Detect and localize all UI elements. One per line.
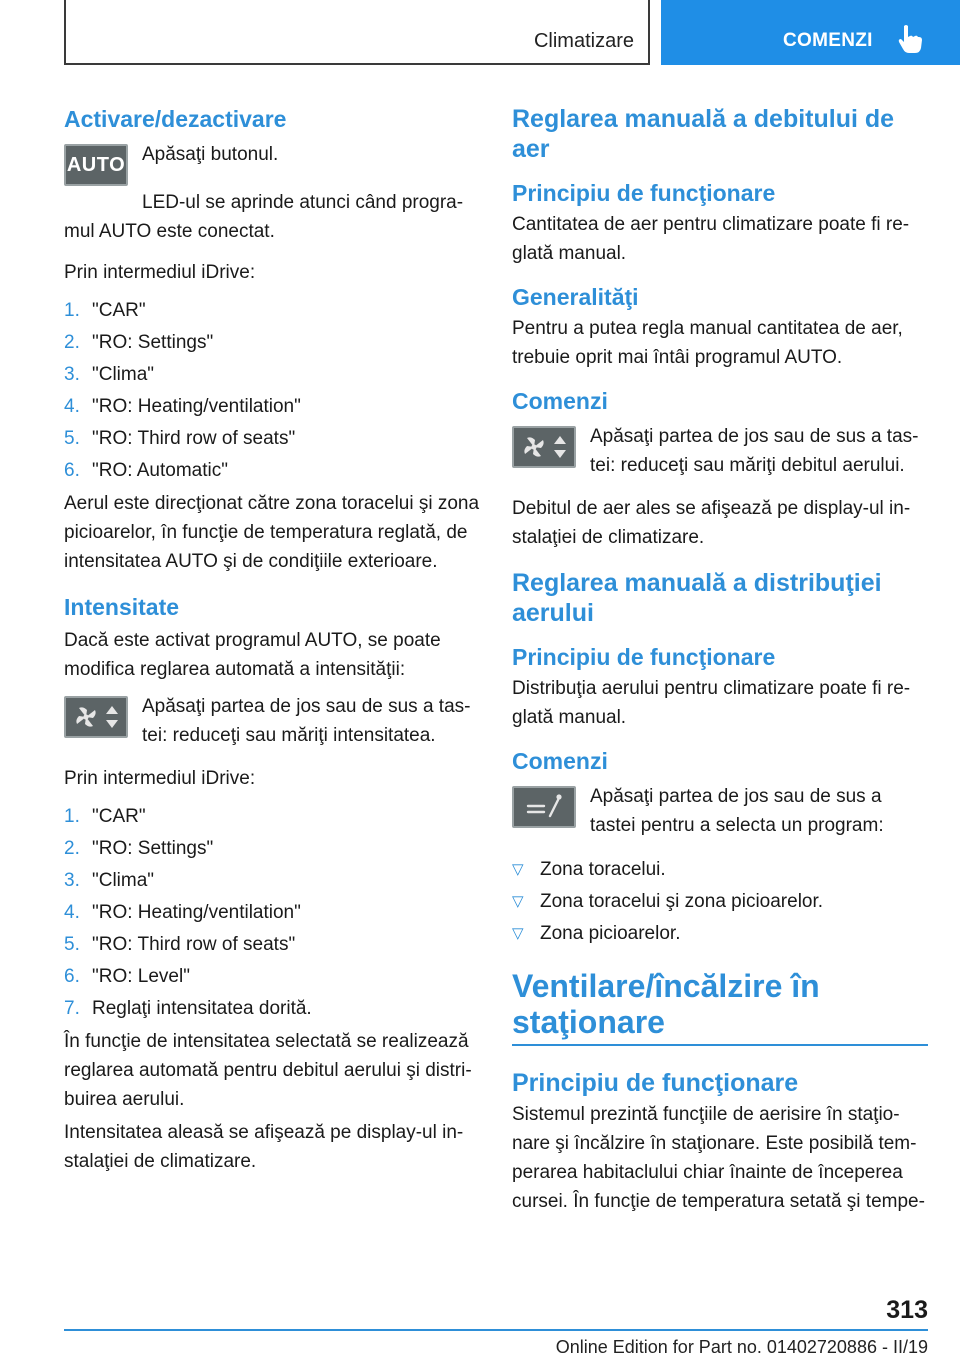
program-item <box>512 886 928 918</box>
triangle-bullet-icon: ▽ <box>512 893 524 910</box>
step-text: "RO: Third row of seats" <box>92 934 296 955</box>
step-item <box>64 391 480 423</box>
step-item <box>64 897 480 929</box>
step-number: 3. <box>64 870 80 891</box>
program-text: Zona toracelui şi zona picioarelor. <box>540 891 824 912</box>
step-item <box>64 833 480 865</box>
via-idrive-1: Prin intermediul iDrive: <box>64 262 256 283</box>
program-item <box>512 918 928 950</box>
distribution-glyph-icon <box>514 788 574 826</box>
heading-principle-1: Principiu de funcţionare <box>512 180 776 206</box>
step-item <box>64 295 480 327</box>
rocker-text-1: Apăsaţi partea de jos sau de sus a tas‐tei: reduceţi sau măriţi intensitatea. <box>142 696 471 746</box>
step-number: 2. <box>64 838 80 859</box>
step-item <box>64 359 480 391</box>
step-text: "CAR" <box>92 806 146 827</box>
heading-principle-3: Principiu de funcţionare <box>512 1069 799 1097</box>
step-text: "CAR" <box>92 300 146 321</box>
air-direction-text: Aerul este direcţionat către zona toracelui şi zona picioarelor, în funcţie de temperatura reglată, de intensitatea AUTO şi de condiţiile exterioare. <box>64 493 480 572</box>
fan-rocker-icon <box>64 696 128 738</box>
heading-controls-1: Comenzi <box>512 388 608 414</box>
footer-rule <box>64 1329 928 1331</box>
general-text: Pentru a putea regla manual cantitatea de aer, trebuie oprit mai întâi programul AUTO. <box>512 318 903 368</box>
hand-pointer-icon <box>897 24 923 54</box>
step-item <box>64 801 480 833</box>
triangle-bullet-icon: ▽ <box>512 861 524 878</box>
step-text: "Clima" <box>92 870 155 891</box>
step-number: 4. <box>64 396 80 417</box>
air-distribution-icon <box>512 786 576 828</box>
fan-glyph-icon-2 <box>514 428 574 466</box>
step-number: 5. <box>64 428 80 449</box>
step-number: 3. <box>64 364 80 385</box>
program-text: Zona picioarelor. <box>540 923 681 944</box>
step-number: 1. <box>64 300 80 321</box>
step-text: "RO: Settings" <box>92 332 214 353</box>
heading-manual-distribution: Reglarea manuală a distribuţiei aerului <box>512 569 882 627</box>
press-button-text: Apăsaţi butonul. <box>142 144 279 165</box>
step-item <box>64 423 480 455</box>
heading-rule <box>512 1044 928 1046</box>
controls-1-text: Apăsaţi partea de jos sau de sus a tas‐tei: reduceţi sau măriţi debitul aerului. <box>590 426 919 476</box>
program-item <box>512 854 928 886</box>
step-number: 4. <box>64 902 80 923</box>
steps-list-2 <box>64 801 480 1025</box>
fan-glyph-icon <box>66 698 126 736</box>
step-text: "RO: Settings" <box>92 838 214 859</box>
step-item <box>64 327 480 359</box>
step-text: "Clima" <box>92 364 155 385</box>
step-number: 6. <box>64 460 80 481</box>
step-item <box>64 961 480 993</box>
flow-shown-text: Debitul de aer ales se afişează pe display-ul in‐stalaţiei de climatizare. <box>512 498 911 548</box>
fan-rocker-icon-2 <box>512 426 576 468</box>
steps-list-1 <box>64 295 480 487</box>
heading-intensity: Intensitate <box>64 594 180 620</box>
step-number: 1. <box>64 806 80 827</box>
tab-comenzi[interactable] <box>661 0 960 65</box>
heading-activate: Activare/dezactivare <box>64 106 287 132</box>
step-text: "RO: Automatic" <box>92 460 228 481</box>
step-text: Reglaţi intensitatea dorită. <box>92 998 312 1019</box>
right-column <box>512 100 928 1216</box>
step-item <box>64 993 480 1025</box>
step-text: "RO: Heating/ventilation" <box>92 396 301 417</box>
header-section-box <box>64 0 650 65</box>
triangle-bullet-icon: ▽ <box>512 925 524 942</box>
program-list <box>512 854 928 950</box>
distribution-key-block <box>512 782 928 840</box>
page-number: 313 <box>886 1296 928 1324</box>
heading-controls-2: Comenzi <box>512 748 608 774</box>
intensity-shown-text: Intensitatea aleasă se afişează pe display-ul in‐stalaţiei de climatizare. <box>64 1122 464 1172</box>
program-text: Zona toracelui. <box>540 859 666 880</box>
principle-3-text: Sistemul prezintă funcţiile de aerisire în staţio‐nare şi încălzire în staţionare. Este posibilă tem‐perarea habitaclului chiar înainte de începerea cursei. În funcţie de temperatura setată şi tempe‐ <box>512 1104 925 1212</box>
heading-parking: Ventilare/încălzire în staţionare <box>512 968 820 1040</box>
controls-2-text: Apăsaţi partea de jos sau de sus a tastei pentru a selecta un program: <box>590 786 884 836</box>
left-column <box>64 100 480 1176</box>
heading-principle-2: Principiu de funcţionare <box>512 644 776 670</box>
step-text: "RO: Third row of seats" <box>92 428 296 449</box>
heading-manual-flow: Reglarea manuală a debitului de aer <box>512 105 895 163</box>
depending-text: În funcţie de intensitatea selectată se realizează reglarea automată pentru debitul aerului şi distri‐buirea aerului. <box>64 1031 472 1110</box>
step-item <box>64 455 480 487</box>
step-number: 2. <box>64 332 80 353</box>
step-item <box>64 929 480 961</box>
auto-key-block <box>64 140 480 188</box>
footer-edition: Online Edition for Part no. 01402720886 - II/19 <box>555 1337 928 1357</box>
intensity-text: Dacă este activat programul AUTO, se poate modifica reglarea automată a intensităţii: <box>64 630 441 680</box>
auto-key-label: AUTO <box>66 154 126 176</box>
step-number: 7. <box>64 998 80 1019</box>
principle-1-text: Cantitatea de aer pentru climatizare poate fi re‐glată manual. <box>512 214 910 264</box>
section-title: Climatizare <box>533 30 634 52</box>
step-item <box>64 865 480 897</box>
via-idrive-2: Prin intermediul iDrive: <box>64 768 256 789</box>
auto-button-icon <box>64 144 128 186</box>
led-text: LED-ul se aprinde atunci când progra‐mul AUTO este conectat. <box>64 192 464 242</box>
step-text: "RO: Heating/ventilation" <box>92 902 301 923</box>
step-number: 5. <box>64 934 80 955</box>
step-text: "RO: Level" <box>92 966 190 987</box>
principle-2-text: Distribuţia aerului pentru climatizare poate fi re‐glată manual. <box>512 678 911 728</box>
step-number: 6. <box>64 966 80 987</box>
rocker-key-block-2 <box>512 422 928 480</box>
tab-label: COMENZI <box>783 30 873 51</box>
rocker-key-block-1 <box>64 692 480 750</box>
heading-general: Generalităţi <box>512 284 639 310</box>
